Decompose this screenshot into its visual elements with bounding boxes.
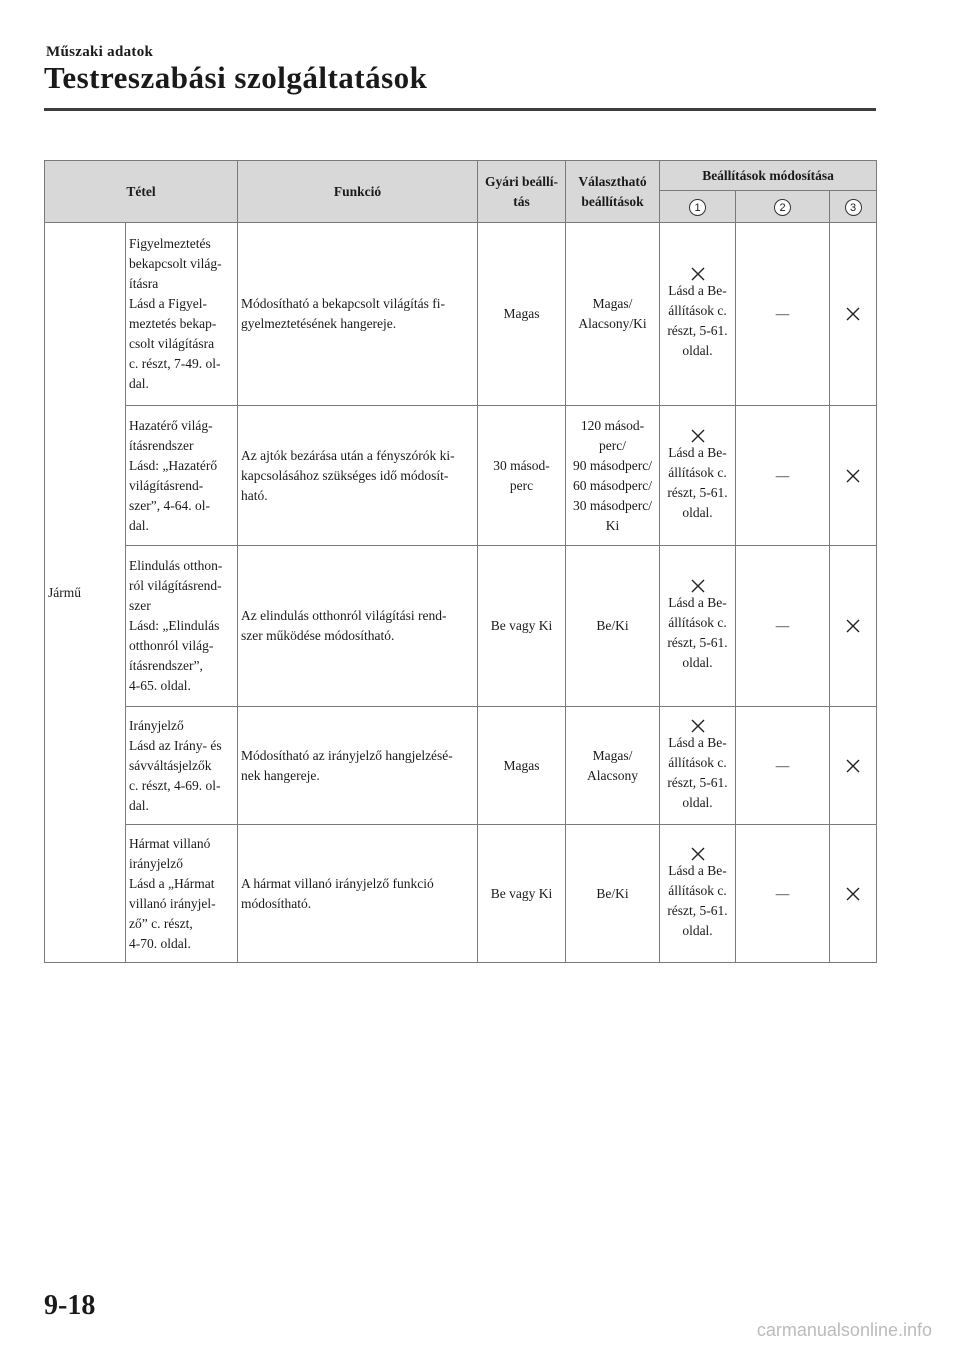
row-default: Be vagy Ki: [478, 546, 566, 707]
method-1-note: Lásd a Be- állítások c. részt, 5-61. oldal.: [667, 283, 728, 358]
header-method-1: [660, 191, 736, 223]
row-item: Hazatérő világ- ításrendszer Lásd: „Hazatérő világításrend- szer”, 4-64. ol- dal.: [126, 406, 238, 546]
watermark: carmanualsonline.info: [756, 1320, 932, 1340]
cross-icon: [691, 579, 705, 593]
row-method-1: [660, 707, 736, 825]
row-method-1: [660, 825, 736, 963]
method-1-note: Lásd a Be- állítások c. részt, 5-61. oldal.: [667, 862, 728, 938]
method-1-note: Lásd a Be- állítások c. részt, 5-61. oldal.: [667, 444, 728, 520]
circled-number-1-icon: 1: [689, 199, 706, 216]
method-1-note: Lásd a Be- állítások c. részt, 5-61. oldal.: [667, 595, 728, 670]
cross-icon: [691, 719, 705, 733]
header-method-2: [736, 191, 830, 223]
header-item: Tétel: [45, 161, 238, 223]
row-options: Be/Ki: [566, 825, 660, 963]
cross-icon: [846, 469, 860, 483]
table-row: [45, 406, 877, 546]
cross-icon: [691, 429, 705, 443]
method-1-note: Lásd a Be- állítások c. részt, 5-61. oldal.: [667, 734, 728, 810]
row-default: Magas: [478, 707, 566, 825]
header-default: Gyári beállí- tás: [478, 161, 566, 223]
header-options: Választható beállítások: [566, 161, 660, 223]
row-item: Figyelmeztetés bekapcsolt világ- ításra Lásd a Figyel- meztetés bekap- csolt világításra c. részt, 7-49. ol- dal.: [126, 223, 238, 406]
cross-icon: [846, 759, 860, 773]
row-function: A hármat villanó irányjelző funkció módosítható.: [238, 825, 478, 963]
row-function: Az ajtók bezárása után a fényszórók ki- kapcsolásához szükséges idő módosít- ható.: [238, 406, 478, 546]
cross-icon: [846, 619, 860, 633]
circled-number-3-icon: 3: [845, 199, 862, 216]
header-modify: Beállítások módosítása: [660, 161, 877, 191]
row-method-3: [830, 825, 877, 963]
row-method-2: ―: [736, 546, 830, 707]
table-row: [45, 707, 877, 825]
cross-icon: [691, 267, 705, 281]
row-item: Elindulás otthon- ról világításrend- szer Lásd: „Elindulás otthonról világ- ításrendszer”, 4-65. oldal.: [126, 546, 238, 707]
row-default: 30 másod- perc: [478, 406, 566, 546]
row-method-2: ―: [736, 825, 830, 963]
cross-icon: [846, 307, 860, 321]
row-options: 120 másod- perc/ 90 másodperc/ 60 másodperc/ 30 másodperc/ Ki: [566, 406, 660, 546]
row-method-1: [660, 406, 736, 546]
row-item: Irányjelző Lásd az Irány- és sávváltásjelzők c. részt, 4-69. ol- dal.: [126, 707, 238, 825]
row-options: Magas/ Alacsony/Ki: [566, 223, 660, 406]
table-row: [45, 223, 877, 406]
row-method-1: [660, 546, 736, 707]
row-method-2: ―: [736, 406, 830, 546]
row-method-1: [660, 223, 736, 406]
row-default: Magas: [478, 223, 566, 406]
row-method-2: ―: [736, 223, 830, 406]
cross-icon: [846, 887, 860, 901]
row-function: Módosítható az irányjelző hangjelzésé- nek hangereje.: [238, 707, 478, 825]
row-method-3: [830, 406, 877, 546]
row-method-2: ―: [736, 707, 830, 825]
header-function: Funkció: [238, 161, 478, 223]
row-options: Magas/ Alacsony: [566, 707, 660, 825]
row-item: Hármat villanó irányjelző Lásd a „Hármat villanó irányjel- ző” c. részt, 4-70. oldal.: [126, 825, 238, 963]
table-row: [45, 546, 877, 707]
row-method-3: [830, 546, 877, 707]
circled-number-2-icon: 2: [774, 199, 791, 216]
row-options: Be/Ki: [566, 546, 660, 707]
header-method-3: [830, 191, 877, 223]
customization-table: [44, 160, 877, 963]
title-divider: [44, 108, 876, 111]
table-row: [45, 825, 877, 963]
cross-icon: [691, 847, 705, 861]
page-number: 9-18: [44, 1290, 96, 1321]
group-label: Jármű: [45, 223, 126, 963]
page-title: Testreszabási szolgáltatások: [44, 60, 428, 95]
row-function: Az elindulás otthonról világítási rend- szer működése módosítható.: [238, 546, 478, 707]
row-function: Módosítható a bekapcsolt világítás fi- gyelmeztetésének hangereje.: [238, 223, 478, 406]
section-label: Műszaki adatok: [46, 44, 154, 60]
row-method-3: [830, 707, 877, 825]
row-method-3: [830, 223, 877, 406]
row-default: Be vagy Ki: [478, 825, 566, 963]
